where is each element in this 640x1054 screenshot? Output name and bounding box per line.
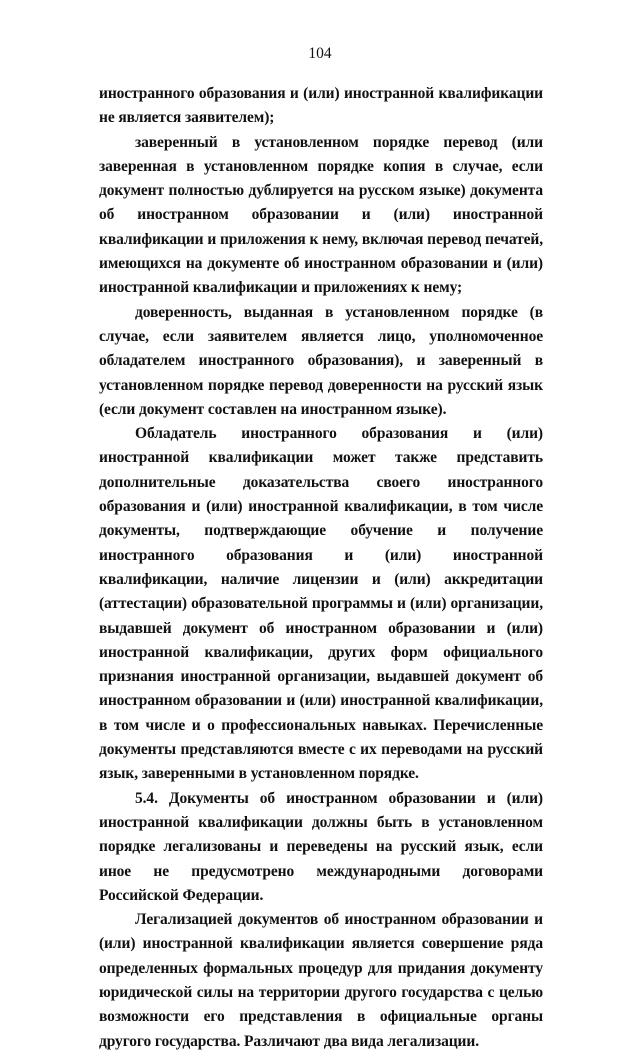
paragraph-power-of-attorney-item: доверенность, выданная в установленном порядке (в случае, если заявителем является лицо, уполномоченное обладателем иностранного образования), и заверенный в установленном порядке перевод доверенности на русский язык (если документ составлен на иностранном языке). [99, 303, 543, 418]
paragraph-translation-item: заверенный в установленном порядке перевод (или заверенная в установленном порядке копия в случае, если документ полностью дублируется на русском языке) документа об иностранном образовании и (или) иностранной квалификации и приложения к нему, включая перевод печатей, имеющихся на документе об иностранном образовании и (или) иностранной квалификации и приложениях к нему; [99, 133, 543, 297]
paragraph-continuation: иностранного образования и (или) иностранной квалификации не является заявителем); [99, 85, 543, 127]
paragraph-section-5-4: 5.4. Документы об иностранном образовании и (или) иностранной квалификации должны быть в установленном порядке легализованы и переведены на русский язык, если иное не предусмотрено международными договорами Российской Федерации. [99, 789, 543, 904]
paragraph-additional-evidence: Обладатель иностранного образования и (или) иностранной квалификации может также представить дополнительные доказательства своего иностранного образования и (или) иностранной квалификации, в том числе документы, подтверждающие обучение и получение иностранного образования и (или) иностранной квалификации, наличие лицензии и (или) аккредитации (аттестации) образовательной программы и (или) организации, выдавшей документ об иностранном образовании и (или) иностранной квалификации, других форм официального признания иностранной организации, выдавшей документ об иностранном образовании и (или) иностранной квалификации, в том числе и о профессиональных навыках. Перечисленные документы представляются вместе с их переводами на русский язык, заверенными в установленном порядке. [99, 425, 543, 783]
document-body [99, 82, 543, 1054]
page-number: 104 [308, 45, 332, 62]
paragraph-legalization-definition: Легализацией документов об иностранном образовании и (или) иностранной квалификации является совершение ряда определенных формальных процедур для придания документу юридической силы на территории другого государства с целью возможности его представления в официальные органы другого государства. Различают два вида легализации. [99, 911, 543, 1050]
